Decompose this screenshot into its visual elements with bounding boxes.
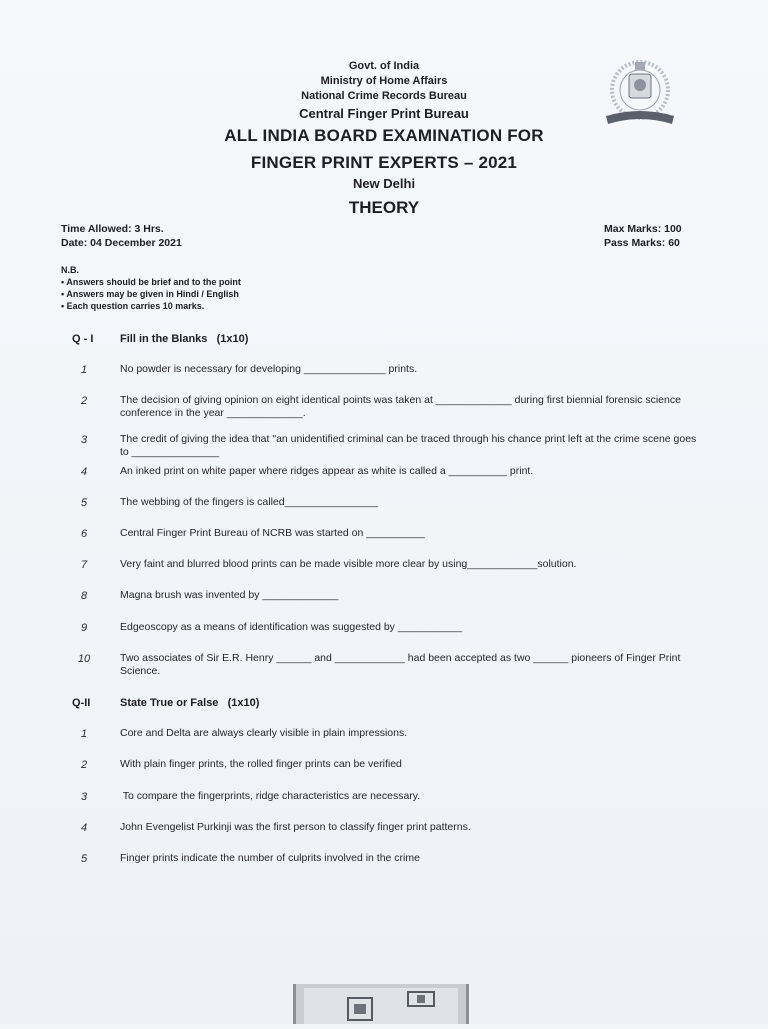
question-text: Very faint and blurred blood prints can be made visible more clear by using____________solution. (120, 558, 577, 570)
question-text: With plain finger prints, the rolled finger prints can be verified (120, 758, 402, 770)
notes-block (61, 264, 241, 312)
question-text: Finger prints indicate the number of culprits involved in the crime (120, 852, 420, 864)
question-text: Two associates of Sir E.R. Henry ______ and ____________ had been accepted as two ______ pioneers of Finger Print Science. (120, 652, 681, 677)
question-number: 1 (80, 364, 88, 376)
exam-title-line2: FINGER PRINT EXPERTS – 2021 (250, 153, 518, 172)
question-number: 3 (80, 791, 88, 803)
pass-marks: Pass Marks: 60 (604, 237, 680, 249)
section-title: State True or False (1x10) (120, 697, 260, 709)
question-text: John Evengelist Purkinji was the first person to classify finger print patterns. (120, 821, 471, 833)
paper-type: THEORY (348, 198, 420, 217)
header-govt: Govt. of India (348, 60, 420, 72)
question-text: Central Finger Print Bureau of NCRB was started on __________ (120, 527, 425, 539)
question-number: 10 (77, 653, 91, 665)
question-text: The decision of giving opinion on eight identical points was taken at _____________ during first biennial forensic science conference in the year _____________. (120, 394, 681, 419)
section-number: Q - I (72, 333, 94, 345)
question-text: The webbing of the fingers is called________________ (120, 496, 379, 508)
question-text: The credit of giving the idea that "an unidentified criminal can be traced through his chance print left at the crime scene goes to _______________ (120, 433, 697, 458)
question-number: 4 (80, 822, 88, 834)
note-item: • Each question carries 10 marks. (61, 300, 241, 312)
question-number: 5 (80, 497, 88, 509)
question-number: 4 (80, 466, 88, 478)
question-number: 5 (80, 853, 88, 865)
question-text: Core and Delta are always clearly visible in plain impressions. (120, 727, 408, 739)
scan-footer-inner (304, 988, 458, 1024)
question-text: To compare the fingerprints, ridge characteristics are necessary. (120, 790, 421, 802)
note-item: • Answers may be given in Hindi / English (61, 288, 241, 300)
question-number: 1 (80, 728, 88, 740)
question-number: 3 (80, 434, 88, 446)
notes-label: N.B. (61, 265, 79, 275)
time-allowed: Time Allowed: 3 Hrs. (61, 223, 164, 235)
scan-footer-strip (293, 984, 469, 1024)
question-number: 2 (80, 395, 88, 407)
section-number: Q-II (72, 697, 91, 709)
question-number: 9 (80, 622, 88, 634)
section-title: Fill in the Blanks (1x10) (120, 333, 249, 345)
exam-title-line1: ALL INDIA BOARD EXAMINATION FOR (224, 126, 544, 145)
exam-date: Date: 04 December 2021 (61, 237, 182, 249)
question-number: 2 (80, 759, 88, 771)
stamp-icon (304, 988, 458, 1024)
note-item: • Answers should be brief and to the point (61, 276, 241, 288)
ncrb-emblem-icon (598, 52, 682, 134)
question-text: Edgeoscopy as a means of identification was suggested by ___________ (120, 621, 463, 633)
question-number: 8 (80, 590, 88, 602)
question-text: Magna brush was invented by _____________ (120, 589, 339, 601)
header-ncrb: National Crime Records Bureau (301, 90, 467, 102)
exam-city: New Delhi (352, 176, 416, 191)
question-number: 7 (80, 559, 88, 571)
header-ministry: Ministry of Home Affairs (320, 75, 448, 87)
question-text: No powder is necessary for developing ______________ prints. (120, 363, 418, 375)
question-number: 6 (80, 528, 88, 540)
question-text: An inked print on white paper where ridges appear as white is called a __________ print. (120, 465, 534, 477)
max-marks: Max Marks: 100 (604, 223, 682, 235)
header-cfpb: Central Finger Print Bureau (299, 106, 469, 121)
